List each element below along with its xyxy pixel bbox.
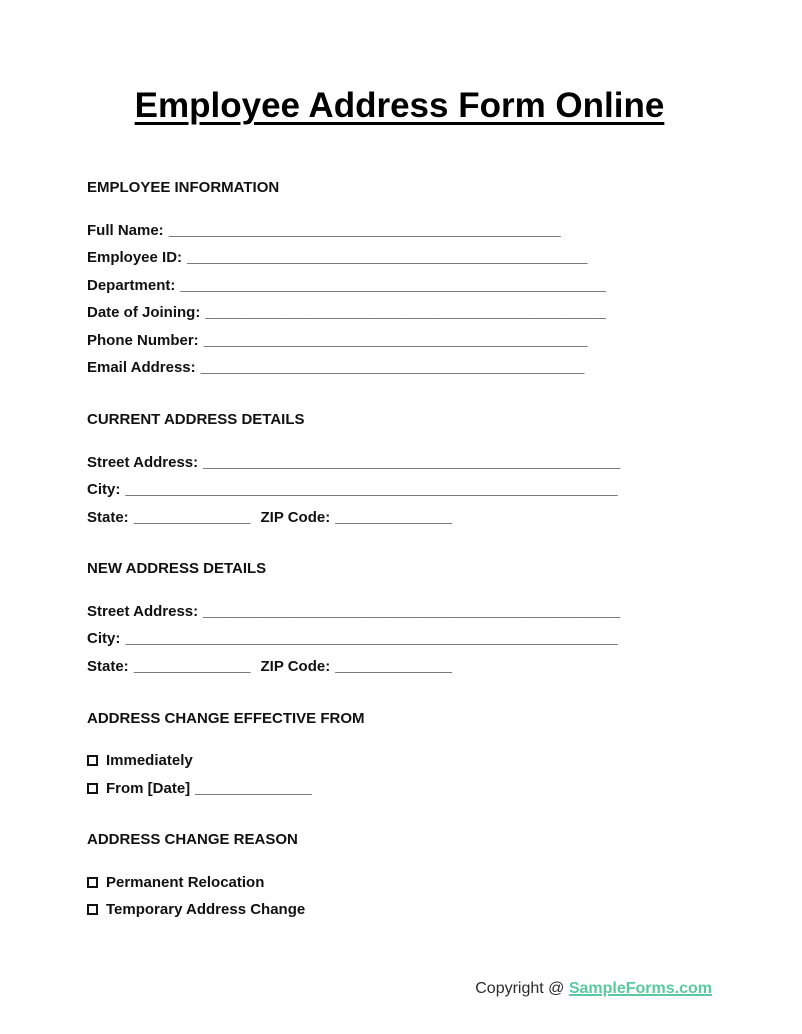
new-street-address-blank-line[interactable]: __________________________________________________ bbox=[203, 602, 621, 620]
field-row-current-state-zip bbox=[87, 504, 712, 532]
checkbox-row-from-date[interactable] bbox=[87, 775, 712, 803]
checkbox-unchecked-icon[interactable] bbox=[87, 783, 98, 794]
section-employee-information bbox=[87, 150, 712, 382]
new-city-blank-line[interactable]: ___________________________________________________________ bbox=[125, 630, 618, 648]
new-zip-code-label: ZIP Code: bbox=[260, 658, 331, 676]
phone-number-blank-line[interactable]: ______________________________________________ bbox=[203, 331, 588, 349]
field-row-current-street-address bbox=[87, 449, 712, 477]
from-date-blank-line[interactable]: ______________ bbox=[195, 779, 312, 797]
section-address-change-reason bbox=[87, 802, 712, 924]
section-heading-current-address: CURRENT ADDRESS DETAILS bbox=[87, 411, 305, 429]
date-of-joining-label: Date of Joining: bbox=[87, 304, 201, 322]
section-heading-employee-information: EMPLOYEE INFORMATION bbox=[87, 179, 280, 196]
field-row-email-address bbox=[87, 354, 712, 382]
permanent-relocation-label: Permanent Relocation bbox=[106, 873, 265, 891]
immediately-label: Immediately bbox=[106, 752, 193, 770]
sampleforms-link[interactable]: SampleForms.com bbox=[568, 980, 712, 997]
checkbox-row-temporary-address-change[interactable] bbox=[87, 896, 712, 924]
field-row-phone-number bbox=[87, 327, 712, 355]
section-current-address-details bbox=[87, 382, 712, 531]
field-row-full-name bbox=[87, 217, 712, 245]
checkbox-unchecked-icon[interactable] bbox=[87, 755, 98, 766]
section-new-address-details bbox=[87, 531, 712, 680]
current-state-blank-line[interactable]: ______________ bbox=[133, 508, 251, 526]
field-row-department bbox=[87, 272, 712, 300]
checkbox-row-immediately[interactable] bbox=[87, 747, 712, 775]
field-row-employee-id bbox=[87, 244, 712, 272]
field-row-new-state-zip bbox=[87, 653, 712, 681]
new-zip-code-blank-line[interactable]: ______________ bbox=[335, 658, 453, 676]
new-street-address-label: Street Address: bbox=[87, 602, 199, 620]
new-state-blank-line[interactable]: ______________ bbox=[133, 658, 251, 676]
department-blank-line[interactable]: ___________________________________________________ bbox=[180, 276, 606, 294]
email-address-blank-line[interactable]: ______________________________________________ bbox=[200, 359, 585, 377]
field-row-new-city bbox=[87, 625, 712, 653]
current-city-label: City: bbox=[87, 481, 121, 499]
from-date-label: From [Date] bbox=[106, 779, 191, 797]
field-row-date-of-joining bbox=[87, 299, 712, 327]
phone-number-label: Phone Number: bbox=[87, 331, 199, 349]
section-address-change-effective-from bbox=[87, 681, 712, 803]
current-zip-code-label: ZIP Code: bbox=[260, 508, 331, 526]
new-state-label: State: bbox=[87, 658, 129, 676]
section-heading-change-reason: ADDRESS CHANGE REASON bbox=[87, 831, 298, 849]
checkbox-unchecked-icon[interactable] bbox=[87, 904, 98, 915]
email-address-label: Email Address: bbox=[87, 359, 196, 377]
current-street-address-blank-line[interactable]: __________________________________________________ bbox=[203, 453, 621, 471]
section-heading-effective-from: ADDRESS CHANGE EFFECTIVE FROM bbox=[87, 709, 365, 727]
current-street-address-label: Street Address: bbox=[87, 453, 199, 471]
new-city-label: City: bbox=[87, 630, 121, 648]
section-heading-new-address: NEW ADDRESS DETAILS bbox=[87, 560, 267, 578]
footer bbox=[87, 980, 712, 1034]
current-zip-code-blank-line[interactable]: ______________ bbox=[335, 508, 453, 526]
checkbox-unchecked-icon[interactable] bbox=[87, 877, 98, 888]
department-label: Department: bbox=[87, 276, 176, 294]
full-name-blank-line[interactable]: _______________________________________________ bbox=[168, 221, 561, 239]
current-state-label: State: bbox=[87, 508, 129, 526]
full-name-label: Full Name: bbox=[87, 221, 164, 239]
copyright-text: Copyright @ bbox=[475, 980, 569, 997]
temporary-address-change-label: Temporary Address Change bbox=[106, 901, 306, 919]
page-title: Employee Address Form Online bbox=[134, 86, 665, 125]
employee-id-blank-line[interactable]: ________________________________________________ bbox=[187, 249, 588, 267]
employee-id-label: Employee ID: bbox=[87, 249, 183, 267]
field-row-current-city bbox=[87, 476, 712, 504]
date-of-joining-blank-line[interactable]: ________________________________________________ bbox=[205, 304, 606, 322]
current-city-blank-line[interactable]: ___________________________________________________________ bbox=[125, 481, 618, 499]
checkbox-row-permanent-relocation[interactable] bbox=[87, 869, 712, 897]
field-row-new-street-address bbox=[87, 598, 712, 626]
